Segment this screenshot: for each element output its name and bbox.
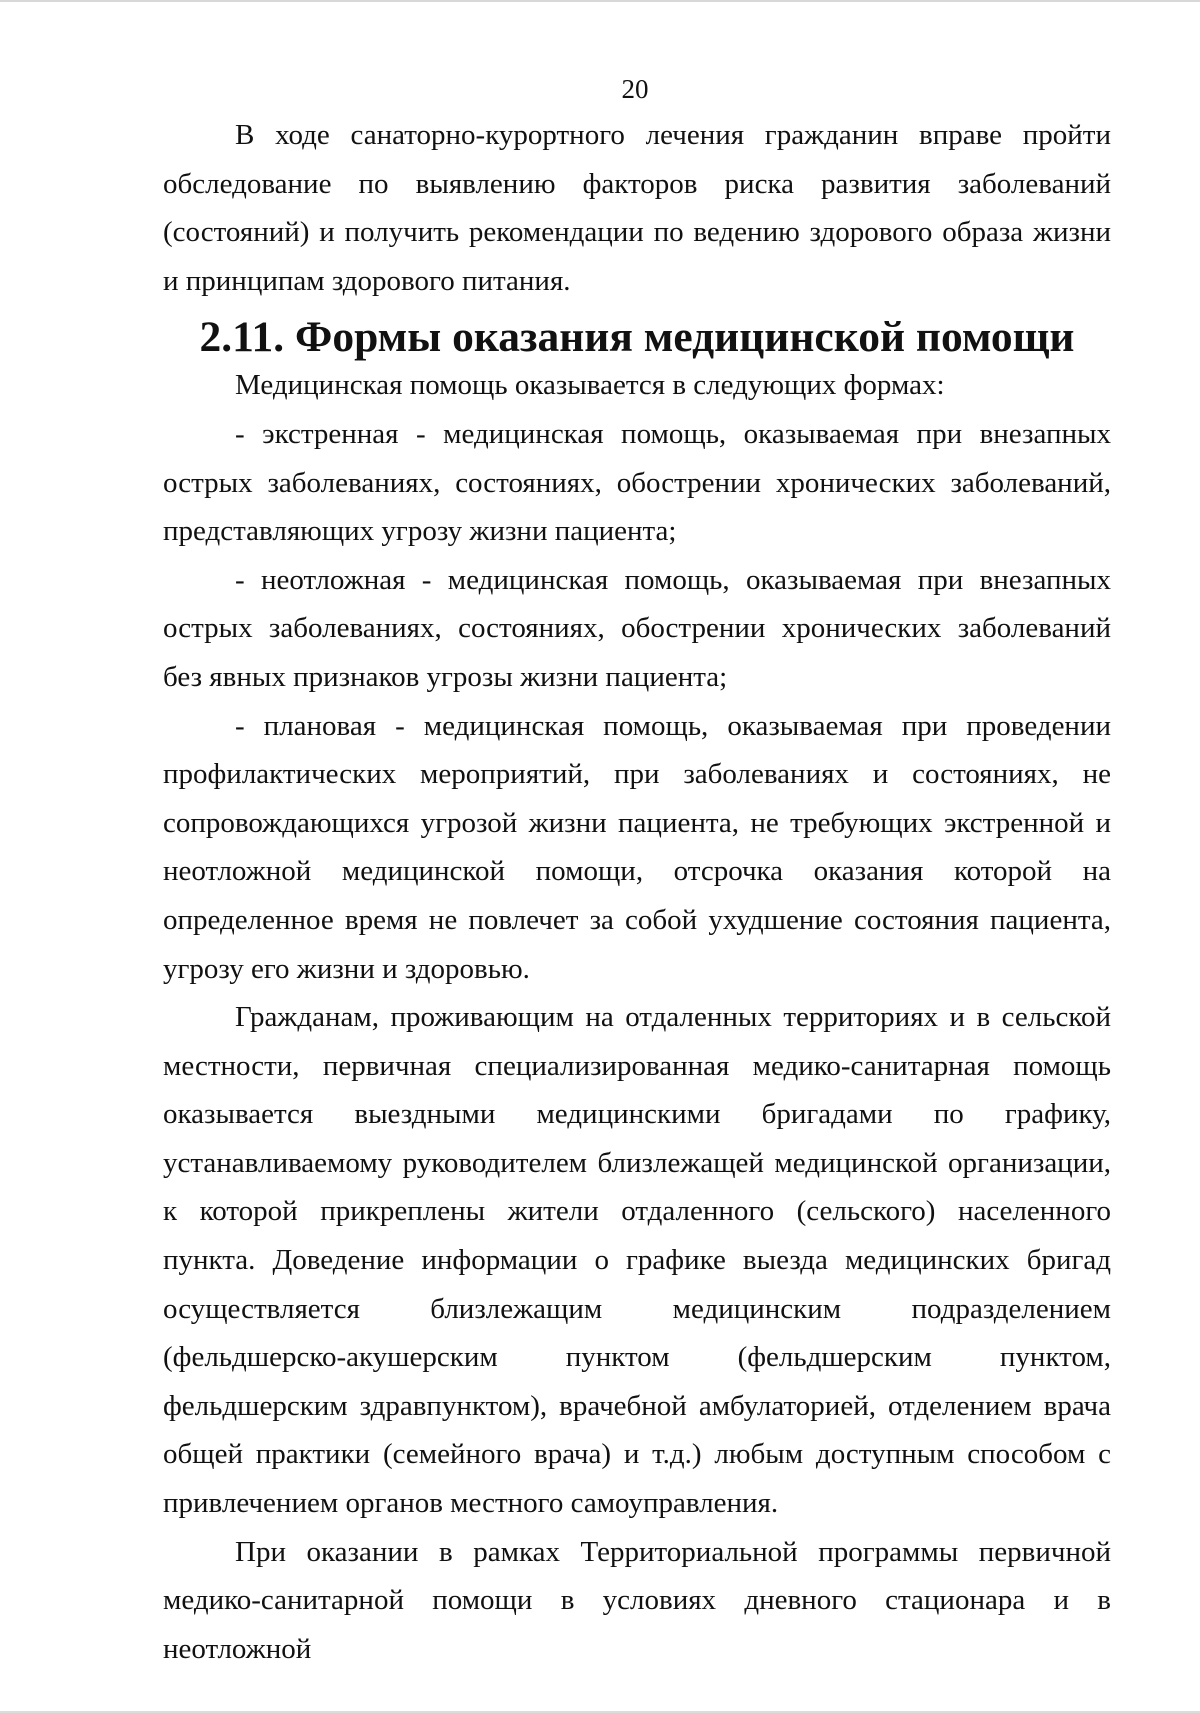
section-heading: 2.11. Формы оказания медицинской помощи bbox=[199, 313, 1075, 362]
page-number: 20 bbox=[621, 74, 649, 104]
paragraph-day-hospital: При оказании в рамках Территориальной программы первичной медико-санитарной помощи в условиях дневного стационара и в неотложной bbox=[163, 1535, 1111, 1665]
paragraph-sanatorium-treatment: В ходе санаторно-курортного лечения гражданин вправе пройти обследование по выявлению факторов риска развития заболеваний (состояний) и получить рекомендации по ведению здорового образа жизни и принципам здорового питания. bbox=[163, 119, 1111, 297]
paragraph-remote-territories: Гражданам, проживающим на отдаленных территориях и в сельской местности, первичная специализированная медико-санитарная помощь оказывается выездными медицинскими бригадами по графику, устанавливаемому руководителем близлежащей медицинской организации, к которой прикреплены жители отдаленного (сельского) населенного пункта. Доведение информации о графике выезда медицинских бригад осуществляется близлежащим медицинским подразделением (фельдшерско-акушерским пунктом (фельдшерским пунктом, фельдшерским здравпунктом), врачебной амбулаторией, отделением врача общей практики (семейного врача) и т.д.) любым доступным способом с привлечением органов местного самоуправления. bbox=[163, 1001, 1111, 1520]
list-item-urgent-form: - неотложная - медицинская помощь, оказываемая при внезапных острых заболеваниях, состояниях, обострении хронических заболеваний без явных признаков угрозы жизни пациента; bbox=[163, 563, 1111, 693]
list-item-planned-form: - плановая - медицинская помощь, оказываемая при проведении профилактических мероприятий, при заболеваниях и состояниях, не сопровождающихся угрозой жизни пациента, не требующих экстренной и неотложной медицинской помощи, отсрочка оказания которой на определенное время не повлечет за собой ухудшение состояния пациента, угрозу его жизни и здоровью. bbox=[163, 709, 1111, 985]
list-item-emergency-form: - экстренная - медицинская помощь, оказываемая при внезапных острых заболеваниях, состояниях, обострении хронических заболеваний, представляющих угрозу жизни пациента; bbox=[163, 417, 1111, 548]
page-body bbox=[163, 111, 1111, 1673]
scan-top-edge bbox=[0, 0, 1200, 2]
paragraph-forms-intro: Медицинская помощь оказывается в следующих формах: bbox=[235, 369, 945, 402]
